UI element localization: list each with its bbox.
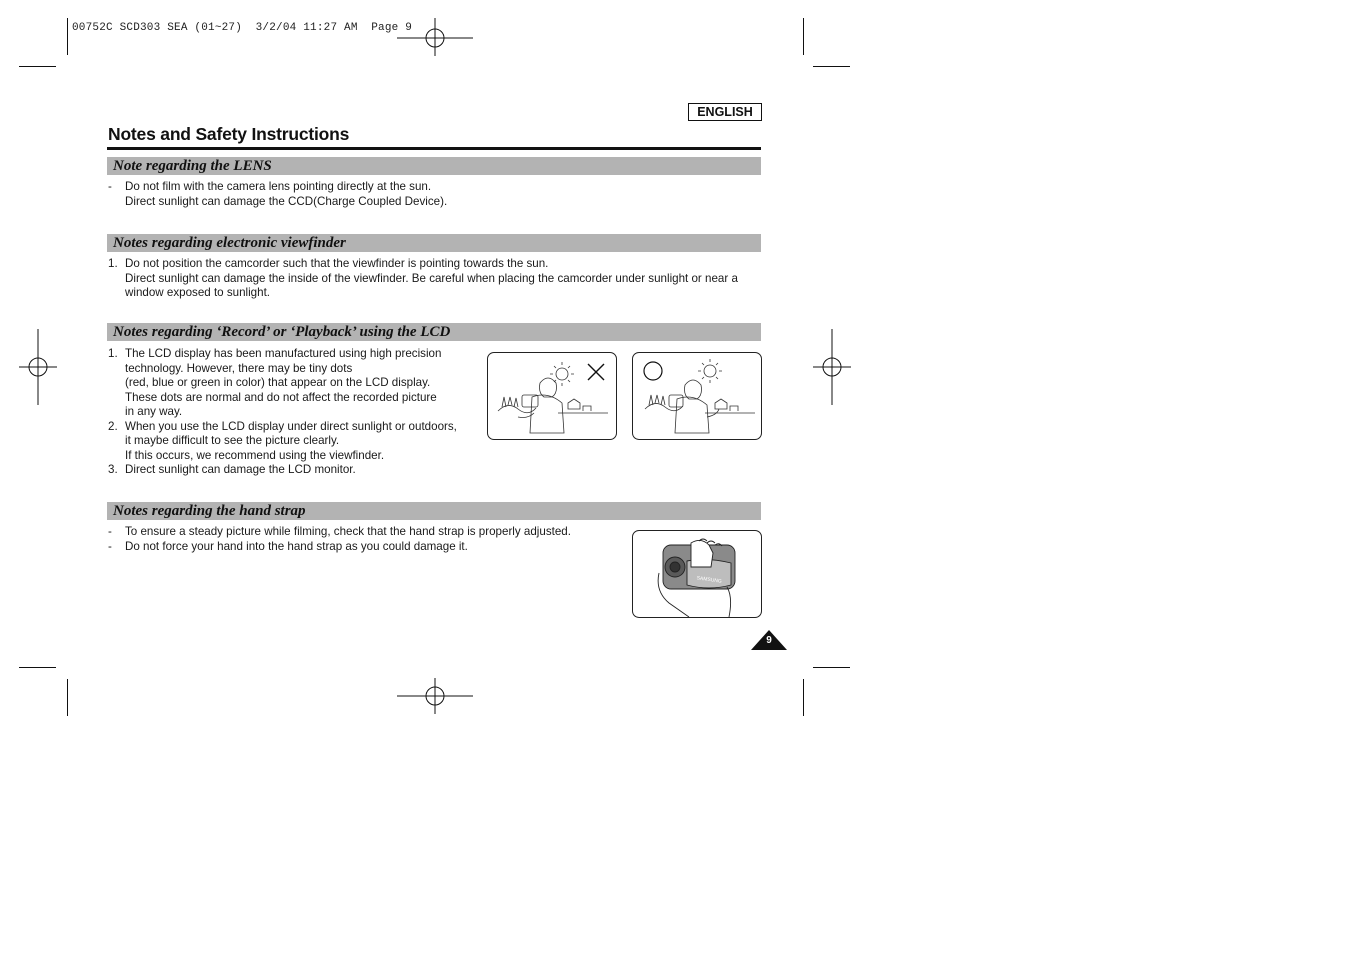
section-header-lcd — [107, 323, 761, 341]
section-header-lens — [107, 157, 761, 175]
sun-icon — [704, 365, 716, 377]
language-badge: ENGLISH — [688, 103, 762, 121]
lens-notes: - Do not film with the camera lens pointing directly at the sun. Direct sunlight can damage the CCD(Charge Coupled Device). — [108, 180, 448, 208]
list-marker: - — [108, 539, 112, 553]
section-title: Notes regarding the hand strap — [113, 503, 306, 519]
list-item: 1. The LCD display has been manufactured using high precision — [108, 347, 442, 360]
list-marker: 1. — [108, 347, 118, 360]
lcd-illustration-incorrect — [487, 352, 617, 440]
lcd-illustration-correct — [632, 352, 762, 440]
circle-mark-icon — [644, 362, 662, 380]
sun-icon — [556, 368, 568, 380]
section-header-viewfinder — [107, 234, 761, 252]
strap-brand: SAMSUNG — [696, 575, 723, 585]
list-marker: - — [108, 525, 112, 538]
page-title: Notes and Safety Instructions — [108, 124, 350, 144]
list-item: 2. When you use the LCD display under direct sunlight or outdoors, — [108, 419, 457, 433]
list-marker: 2. — [108, 419, 118, 433]
title-rule — [107, 147, 761, 150]
list-item: - Do not force your hand into the hand strap as you could damage it. — [108, 539, 468, 553]
x-mark-icon — [588, 364, 604, 380]
list-marker: - — [108, 180, 112, 193]
list-marker: 1. — [108, 257, 118, 270]
page-number: 9 — [766, 635, 772, 646]
hand-strap-illustration — [632, 530, 762, 618]
section-title: Note regarding the LENS — [113, 158, 272, 174]
hand-strap-notes — [108, 525, 571, 554]
list-item: - Do not film with the camera lens pointing directly at the sun. — [108, 180, 432, 193]
list-item: 1. Do not position the camcorder such that the viewfinder is pointing towards the sun. — [108, 257, 549, 270]
list-item: 3. Direct sunlight can damage the LCD monitor. — [108, 463, 356, 476]
lcd-notes: 1. The LCD display has been manufactured using high precision technology. However, there may be tiny dots (red, blue or green in color) that appear on the LCD display. These dots are normal and do not affect the recorded picture in any way. 2. When you use the LCD display under direct sunlight or outdoors, it maybe difficult to see the picture clearly. If this occurs, we recommend using the viewfinder. 3. Direct sunlight can damage the LCD monitor. — [108, 347, 457, 476]
section-title: Notes regarding electronic viewfinder — [113, 235, 346, 251]
page-number-badge — [751, 630, 787, 650]
list-marker: 3. — [108, 463, 118, 476]
print-slug-line: 00752C SCD303 SEA (01~27) 3/2/04 11:27 AM Page 9 — [72, 22, 413, 34]
section-header-hand-strap — [107, 502, 761, 520]
section-title: Notes regarding ‘Record’ or ‘Playback’ using the LCD — [113, 324, 451, 340]
list-item: - To ensure a steady picture while filming, check that the hand strap is properly adjusted. — [108, 525, 571, 538]
viewfinder-notes: 1. Do not position the camcorder such that the viewfinder is pointing towards the sun. Direct sunlight can damage the inside of the viewfinder. Be careful when placing the camcorder under sunlight or near a window exposed to sunlight. — [108, 257, 738, 299]
